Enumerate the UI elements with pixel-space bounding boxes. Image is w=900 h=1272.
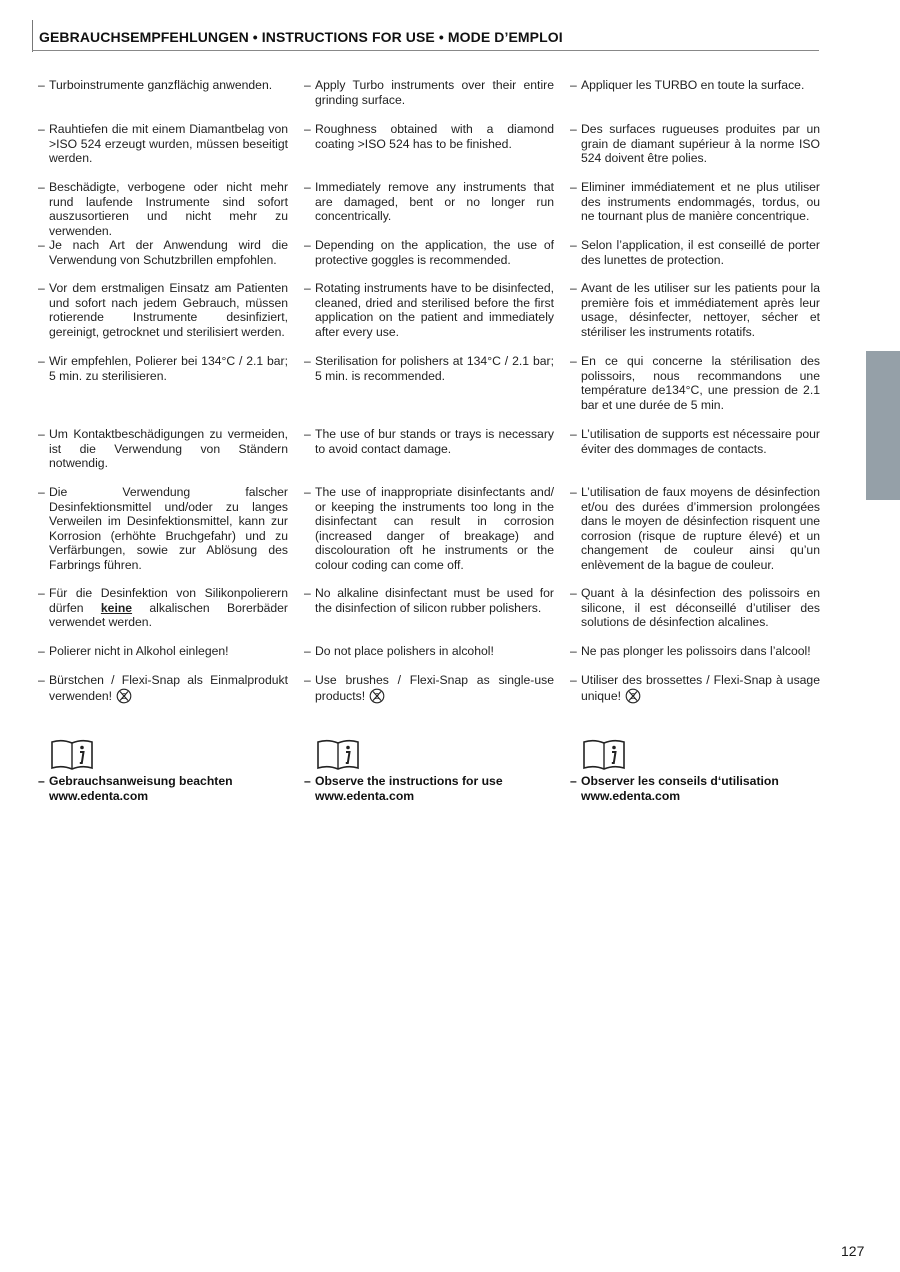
instructions-book-icon bbox=[316, 738, 360, 770]
bullet-dash: – bbox=[570, 122, 577, 136]
list-item: – L’utilisation de supports est nécessaire pour éviter des dommages de contacts. bbox=[570, 427, 820, 456]
svg-text:2: 2 bbox=[121, 691, 127, 701]
list-item: – The use of inappropriate disinfectants and/ or keeping the instruments too long in the disinfectant can result in corrosion (increased danger of breakage) and discolouration oft he instruments or the colour coding can come off. bbox=[304, 485, 554, 572]
page-number: 127 bbox=[841, 1243, 865, 1259]
bullet-dash: – bbox=[304, 238, 311, 252]
bullet-dash: – bbox=[570, 180, 577, 194]
bullet-dash: – bbox=[570, 427, 577, 441]
list-item: – Utiliser des brossettes / Flexi-Snap à usage unique! 2 bbox=[570, 673, 820, 707]
bullet-dash: – bbox=[38, 586, 45, 600]
bullet-dash: – bbox=[570, 78, 577, 92]
list-item: – Turboinstrumente ganzflächig anwenden. bbox=[38, 78, 273, 92]
list-item: – Rauhtiefen die mit einem Diamantbelag von >ISO 524 erzeugt wurden, müssen beseitigt werden. bbox=[38, 122, 288, 166]
list-item: – Avant de les utiliser sur les patients pour la première fois et immédiatement après leur usage, désinfecter, nettoyer, sécher et stériliser les instruments rotatifs. bbox=[570, 281, 820, 339]
svg-text:2: 2 bbox=[630, 691, 636, 701]
list-item: – Do not place polishers in alcohol! bbox=[304, 644, 494, 658]
instructions-book-icon bbox=[582, 738, 626, 770]
list-item: – Um Kontaktbeschädigungen zu vermeiden, ist die Verwendung von Ständern notwendig. bbox=[38, 427, 288, 471]
header-underline bbox=[32, 50, 819, 51]
bullet-dash: – bbox=[38, 644, 45, 658]
list-item: – Die Verwendung falscher Desinfektionsmittel und/oder zu langes Verweilen im Desinfektionsmittel, kann zur Korrosion (erhöhte Bruchgefahr) und zu Verfärbungen, sowie zur Ablösung des Farbrings führen. bbox=[38, 485, 288, 572]
bullet-dash: – bbox=[38, 354, 45, 368]
list-item: – Beschädigte, verbogene oder nicht mehr rund laufende Instrumente sind sofort auszusortieren und nicht mehr zu verwenden. bbox=[38, 180, 288, 238]
bullet-dash: – bbox=[38, 281, 45, 295]
list-item: – Depending on the application, the use of protective goggles is recommended. bbox=[304, 238, 554, 267]
bullet-dash: – bbox=[570, 281, 577, 295]
bullet-dash: – bbox=[304, 180, 311, 194]
bullet-dash: – bbox=[304, 774, 311, 788]
bullet-dash: – bbox=[570, 238, 577, 252]
bullet-dash: – bbox=[38, 774, 45, 788]
list-item: – No alkaline disinfectant must be used for the disinfection of silicon rubber polishers. bbox=[304, 586, 554, 615]
list-item: – Use brushes / Flexi-Snap as single-use products! 2 bbox=[304, 673, 554, 707]
bullet-dash: – bbox=[304, 354, 311, 368]
header-left-rule bbox=[32, 20, 33, 52]
bullet-dash: – bbox=[570, 673, 577, 687]
bullet-dash: – bbox=[38, 238, 45, 252]
do-not-reuse-icon bbox=[116, 688, 132, 708]
bullet-dash: – bbox=[38, 180, 45, 194]
list-item: – Polierer nicht in Alkohol einlegen! bbox=[38, 644, 229, 658]
bullet-dash: – bbox=[38, 78, 45, 92]
list-item: – Quant à la désinfection des polissoirs en silicone, il est déconseillé d’utiliser des solutions de désinfection alcalines. bbox=[570, 586, 820, 630]
list-item: – L’utilisation de faux moyens de désinfection et/ou des durées d’immersion prolongées dans le moyen de désinfection risquent une corrosion (risque de rupture élevé) et un changement de couleur ainsi qu’un enlèvement de la bague de couleur. bbox=[570, 485, 820, 572]
list-item: – Wir empfehlen, Polierer bei 134°C / 2.1 bar; 5 min. zu sterilisieren. bbox=[38, 354, 288, 383]
emphasis-keine: keine bbox=[100, 600, 133, 615]
list-item: – Ne pas plonger les polissoirs dans l’alcool! bbox=[570, 644, 811, 658]
instructions-book-icon bbox=[50, 738, 94, 770]
list-item: – Des surfaces rugueuses produites par un grain de diamant supérieur à la norme ISO 524 doivent être polies. bbox=[570, 122, 820, 166]
do-not-reuse-icon bbox=[369, 688, 385, 708]
bullet-dash: – bbox=[570, 644, 577, 658]
list-item: – Vor dem erstmaligen Einsatz am Patienten und sofort nach jedem Gebrauch, müssen rotierende Instrumente desinfiziert, gereinigt, getrocknet und sterilisiert werden. bbox=[38, 281, 288, 339]
bullet-dash: – bbox=[304, 281, 311, 295]
do-not-reuse-icon bbox=[625, 688, 641, 708]
footer-note: – Observe the instructions for use www.edenta.com bbox=[304, 774, 554, 803]
bullet-dash: – bbox=[570, 586, 577, 600]
footer-note: – Gebrauchsanweisung beachten www.edenta.com bbox=[38, 774, 288, 803]
list-item: – Apply Turbo instruments over their entire grinding surface. bbox=[304, 78, 554, 107]
list-item: – Immediately remove any instruments that are damaged, bent or no longer run concentrically. bbox=[304, 180, 554, 224]
bullet-dash: – bbox=[304, 586, 311, 600]
list-item: – Für die Desinfektion von Silikonpolierern dürfen keine alkalischen Borerbäder verwendet werden. bbox=[38, 586, 288, 630]
bullet-dash: – bbox=[38, 673, 45, 687]
list-item: – Bürstchen / Flexi-Snap als Einmalprodukt verwenden! 2 bbox=[38, 673, 288, 707]
bullet-dash: – bbox=[38, 485, 45, 499]
list-item: – Roughness obtained with a diamond coating >ISO 524 has to be finished. bbox=[304, 122, 554, 151]
section-side-tab bbox=[866, 351, 900, 500]
svg-text:2: 2 bbox=[374, 691, 380, 701]
list-item: – Je nach Art der Anwendung wird die Verwendung von Schutzbrillen empfohlen. bbox=[38, 238, 288, 267]
bullet-dash: – bbox=[38, 427, 45, 441]
bullet-dash: – bbox=[304, 673, 311, 687]
bullet-dash: – bbox=[304, 427, 311, 441]
bullet-dash: – bbox=[570, 774, 577, 788]
footer-note: – Observer les conseils d‘utilisation www.edenta.com bbox=[570, 774, 820, 803]
website-link[interactable]: www.edenta.com bbox=[315, 788, 415, 803]
bullet-dash: – bbox=[304, 122, 311, 136]
bullet-dash: – bbox=[570, 485, 577, 499]
bullet-dash: – bbox=[304, 485, 311, 499]
bullet-dash: – bbox=[570, 354, 577, 368]
bullet-dash: – bbox=[38, 122, 45, 136]
list-item: – Appliquer les TURBO en toute la surface. bbox=[570, 78, 805, 92]
website-link[interactable]: www.edenta.com bbox=[49, 788, 149, 803]
list-item: – Selon l’application, il est conseillé de porter des lunettes de protection. bbox=[570, 238, 820, 267]
list-item: – Sterilisation for polishers at 134°C / 2.1 bar; 5 min. is recommended. bbox=[304, 354, 554, 383]
bullet-dash: – bbox=[304, 78, 311, 92]
page-header-title: GEBRAUCHSEMPFEHLUNGEN • INSTRUCTIONS FOR USE • MODE D’EMPLOI bbox=[39, 29, 563, 45]
bullet-dash: – bbox=[304, 644, 311, 658]
list-item: – En ce qui concerne la stérilisation des polissoirs, nous recommandons une température de134°C, une pression de 2.1 bar et une durée de 5 min. bbox=[570, 354, 820, 412]
list-item: – Eliminer immédiatement et ne plus utiliser des instruments endommagés, tordus, ou ne tournant plus de manière concentrique. bbox=[570, 180, 820, 224]
list-item: – The use of bur stands or trays is necessary to avoid contact damage. bbox=[304, 427, 554, 456]
list-item: – Rotating instruments have to be disinfected, cleaned, dried and sterilised before the first application on the patient and immediately after every use. bbox=[304, 281, 554, 339]
website-link[interactable]: www.edenta.com bbox=[581, 788, 681, 803]
